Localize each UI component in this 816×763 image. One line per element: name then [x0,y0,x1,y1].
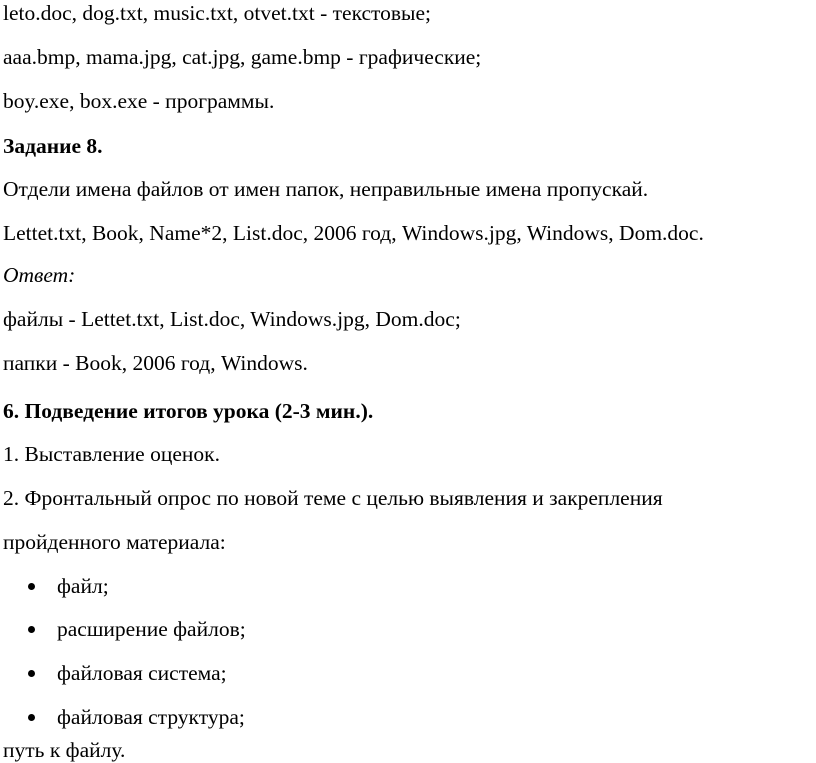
list-item-grading: 1. Выставление оценок. [3,442,220,466]
bullet-text: файл; [57,574,109,598]
bullet-icon [28,670,35,677]
text-line-text-files: leto.doc, dog.txt, music.txt, otvet.txt - текстовые; [3,1,431,25]
bullet-icon [28,583,35,590]
answer-files: файлы - Lettet.txt, List.doc, Windows.jpg, Dom.doc; [3,307,461,331]
list-item-survey: 2. Фронтальный опрос по новой теме с целью выявления и закрепления [3,486,663,510]
answer-folders: папки - Book, 2006 год, Windows. [3,351,308,375]
bullet-item [28,704,245,730]
bullet-text: расширение файлов; [57,617,246,641]
bullet-icon [28,714,35,721]
bullet-item [28,573,109,599]
list-item-survey-cont: пройденного материала: [3,530,226,554]
answer-label: Ответ: [3,263,76,287]
bullet-text: файловая система; [57,661,227,685]
bullet-text: файловая структура; [57,705,245,729]
bullet-item [28,660,227,686]
task-instruction: Отдели имена файлов от имен папок, неправильные имена пропускай. [3,177,649,201]
bullet-icon [28,626,35,633]
final-line: путь к файлу. [3,738,126,762]
task-items: Lettet.txt, Book, Name*2, List.doc, 2006 год, Windows.jpg, Windows, Dom.doc. [3,221,704,245]
bullet-item [28,616,246,642]
text-line-graphic-files: aaa.bmp, mama.jpg, cat.jpg, game.bmp - графические; [3,45,482,69]
section-heading: 6. Подведение итогов урока (2-3 мин.). [3,399,374,423]
text-line-programs: boy.exe, box.exe - программы. [3,89,275,113]
task-heading: Задание 8. [3,134,103,158]
